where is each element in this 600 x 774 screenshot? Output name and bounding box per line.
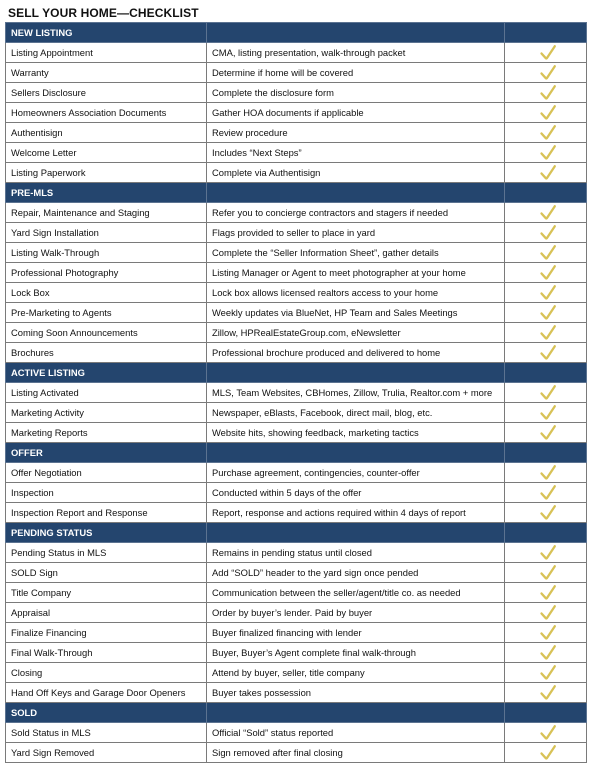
check-mark-icon <box>539 44 557 61</box>
check-mark-icon <box>539 104 557 121</box>
checkbox-cell <box>505 623 587 643</box>
task-name: SOLD Sign <box>6 563 207 583</box>
checklist-row <box>6 583 587 603</box>
check-mark-icon <box>539 484 557 501</box>
check-mark-icon <box>539 224 557 241</box>
section-header-cell <box>207 703 505 723</box>
task-name: Sellers Disclosure <box>6 83 207 103</box>
check-mark-icon <box>539 504 557 521</box>
checkbox-cell <box>505 583 587 603</box>
checklist-row <box>6 743 587 763</box>
checklist-row <box>6 43 587 63</box>
task-description: Professional brochure produced and delivered to home <box>207 343 505 363</box>
section-header-cell <box>505 443 587 463</box>
checklist-row <box>6 263 587 283</box>
checkbox-cell <box>505 323 587 343</box>
checkbox-cell <box>505 143 587 163</box>
section-title: PRE-MLS <box>6 183 207 203</box>
section-header-row <box>6 363 587 383</box>
check-mark-icon <box>539 264 557 281</box>
section-header-cell <box>505 703 587 723</box>
check-mark-icon <box>539 564 557 581</box>
checklist-body <box>6 23 587 763</box>
task-description: Purchase agreement, contingencies, counter-offer <box>207 463 505 483</box>
checklist-row <box>6 323 587 343</box>
checklist-row <box>6 343 587 363</box>
task-description: Gather HOA documents if applicable <box>207 103 505 123</box>
task-description: Flags provided to seller to place in yard <box>207 223 505 243</box>
checklist-row <box>6 563 587 583</box>
checklist-row <box>6 383 587 403</box>
checkbox-cell <box>505 163 587 183</box>
task-name: Listing Paperwork <box>6 163 207 183</box>
checkbox-cell <box>505 223 587 243</box>
checklist-row <box>6 403 587 423</box>
checkbox-cell <box>505 383 587 403</box>
task-description: Official “Sold” status reported <box>207 723 505 743</box>
check-mark-icon <box>539 604 557 621</box>
checkbox-cell <box>505 503 587 523</box>
checkbox-cell <box>505 563 587 583</box>
section-header-row <box>6 523 587 543</box>
checkbox-cell <box>505 603 587 623</box>
checklist-row <box>6 283 587 303</box>
checklist-row <box>6 163 587 183</box>
check-mark-icon <box>539 164 557 181</box>
task-name: Pre-Marketing to Agents <box>6 303 207 323</box>
check-mark-icon <box>539 204 557 221</box>
check-mark-icon <box>539 404 557 421</box>
task-name: Listing Appointment <box>6 43 207 63</box>
check-mark-icon <box>539 64 557 81</box>
task-name: Homeowners Association Documents <box>6 103 207 123</box>
section-header-cell <box>505 183 587 203</box>
task-name: Warranty <box>6 63 207 83</box>
task-description: MLS, Team Websites, CBHomes, Zillow, Trulia, Realtor.com + more <box>207 383 505 403</box>
task-description: Refer you to concierge contractors and stagers if needed <box>207 203 505 223</box>
checklist-row <box>6 543 587 563</box>
checklist-row <box>6 63 587 83</box>
task-description: Conducted within 5 days of the offer <box>207 483 505 503</box>
check-mark-icon <box>539 544 557 561</box>
section-title: NEW LISTING <box>6 23 207 43</box>
checklist-row <box>6 503 587 523</box>
checkbox-cell <box>505 723 587 743</box>
check-mark-icon <box>539 84 557 101</box>
task-description: Buyer finalized financing with lender <box>207 623 505 643</box>
task-name: Listing Walk-Through <box>6 243 207 263</box>
task-description: Complete via Authentisign <box>207 163 505 183</box>
check-mark-icon <box>539 324 557 341</box>
task-name: Professional Photography <box>6 263 207 283</box>
task-description: Add “SOLD” header to the yard sign once pended <box>207 563 505 583</box>
check-mark-icon <box>539 244 557 261</box>
section-title: SOLD <box>6 703 207 723</box>
task-name: Listing Activated <box>6 383 207 403</box>
check-mark-icon <box>539 384 557 401</box>
task-description: Weekly updates via BlueNet, HP Team and Sales Meetings <box>207 303 505 323</box>
task-description: Website hits, showing feedback, marketing tactics <box>207 423 505 443</box>
section-header-row <box>6 23 587 43</box>
checkbox-cell <box>505 103 587 123</box>
task-name: Marketing Reports <box>6 423 207 443</box>
section-header-cell <box>505 523 587 543</box>
task-name: Inspection Report and Response <box>6 503 207 523</box>
task-description: Complete the disclosure form <box>207 83 505 103</box>
checklist-row <box>6 603 587 623</box>
checkbox-cell <box>505 123 587 143</box>
checkbox-cell <box>505 243 587 263</box>
checkbox-cell <box>505 263 587 283</box>
task-description: Listing Manager or Agent to meet photographer at your home <box>207 263 505 283</box>
task-name: Title Company <box>6 583 207 603</box>
task-name: Pending Status in MLS <box>6 543 207 563</box>
task-name: Marketing Activity <box>6 403 207 423</box>
checkbox-cell <box>505 63 587 83</box>
checklist-row <box>6 103 587 123</box>
checklist-row <box>6 203 587 223</box>
checklist-row <box>6 663 587 683</box>
check-mark-icon <box>539 344 557 361</box>
checkbox-cell <box>505 203 587 223</box>
task-name: Yard Sign Installation <box>6 223 207 243</box>
checkbox-cell <box>505 543 587 563</box>
task-description: Attend by buyer, seller, title company <box>207 663 505 683</box>
task-name: Hand Off Keys and Garage Door Openers <box>6 683 207 703</box>
document-title: SELL YOUR HOME—CHECKLIST <box>8 6 199 20</box>
task-description: Lock box allows licensed realtors access to your home <box>207 283 505 303</box>
checklist-row <box>6 623 587 643</box>
check-mark-icon <box>539 284 557 301</box>
task-name: Coming Soon Announcements <box>6 323 207 343</box>
check-mark-icon <box>539 124 557 141</box>
checklist-row <box>6 463 587 483</box>
check-mark-icon <box>539 724 557 741</box>
checkbox-cell <box>505 403 587 423</box>
checklist-row <box>6 243 587 263</box>
check-mark-icon <box>539 644 557 661</box>
section-header-row <box>6 703 587 723</box>
check-mark-icon <box>539 664 557 681</box>
check-mark-icon <box>539 464 557 481</box>
checkbox-cell <box>505 483 587 503</box>
task-description: Remains in pending status until closed <box>207 543 505 563</box>
section-title: OFFER <box>6 443 207 463</box>
task-description: Buyer takes possession <box>207 683 505 703</box>
check-mark-icon <box>539 144 557 161</box>
checklist-table <box>5 22 587 763</box>
task-name: Authentisign <box>6 123 207 143</box>
checklist-row <box>6 483 587 503</box>
checklist-row <box>6 723 587 743</box>
section-header-cell <box>207 443 505 463</box>
checklist-row <box>6 123 587 143</box>
task-description: Order by buyer’s lender. Paid by buyer <box>207 603 505 623</box>
task-name: Lock Box <box>6 283 207 303</box>
checkbox-cell <box>505 303 587 323</box>
checkbox-cell <box>505 343 587 363</box>
checkbox-cell <box>505 283 587 303</box>
task-name: Offer Negotiation <box>6 463 207 483</box>
check-mark-icon <box>539 624 557 641</box>
check-mark-icon <box>539 424 557 441</box>
task-description: Report, response and actions required within 4 days of report <box>207 503 505 523</box>
section-header-cell <box>505 23 587 43</box>
task-name: Appraisal <box>6 603 207 623</box>
task-description: Review procedure <box>207 123 505 143</box>
checklist-row <box>6 143 587 163</box>
checkbox-cell <box>505 743 587 763</box>
checklist-row <box>6 303 587 323</box>
check-mark-icon <box>539 684 557 701</box>
checkbox-cell <box>505 423 587 443</box>
check-mark-icon <box>539 304 557 321</box>
checklist-row <box>6 423 587 443</box>
task-name: Closing <box>6 663 207 683</box>
checkbox-cell <box>505 683 587 703</box>
section-header-row <box>6 183 587 203</box>
task-name: Yard Sign Removed <box>6 743 207 763</box>
checkbox-cell <box>505 43 587 63</box>
check-mark-icon <box>539 744 557 761</box>
task-description: Determine if home will be covered <box>207 63 505 83</box>
task-description: Newspaper, eBlasts, Facebook, direct mail, blog, etc. <box>207 403 505 423</box>
task-description: Complete the “Seller Information Sheet”, gather details <box>207 243 505 263</box>
section-header-cell <box>207 183 505 203</box>
checkbox-cell <box>505 643 587 663</box>
section-header-row <box>6 443 587 463</box>
checkbox-cell <box>505 663 587 683</box>
task-description: Includes “Next Steps” <box>207 143 505 163</box>
checklist-row <box>6 83 587 103</box>
task-description: CMA, listing presentation, walk-through packet <box>207 43 505 63</box>
task-name: Repair, Maintenance and Staging <box>6 203 207 223</box>
task-name: Inspection <box>6 483 207 503</box>
section-title: ACTIVE LISTING <box>6 363 207 383</box>
checklist-row <box>6 223 587 243</box>
task-description: Sign removed after final closing <box>207 743 505 763</box>
section-header-cell <box>207 23 505 43</box>
task-name: Finalize Financing <box>6 623 207 643</box>
checkbox-cell <box>505 83 587 103</box>
section-title: PENDING STATUS <box>6 523 207 543</box>
task-name: Welcome Letter <box>6 143 207 163</box>
task-description: Zillow, HPRealEstateGroup.com, eNewsletter <box>207 323 505 343</box>
checkbox-cell <box>505 463 587 483</box>
check-mark-icon <box>539 584 557 601</box>
task-description: Communication between the seller/agent/title co. as needed <box>207 583 505 603</box>
checklist-row <box>6 683 587 703</box>
section-header-cell <box>207 363 505 383</box>
section-header-cell <box>207 523 505 543</box>
task-name: Brochures <box>6 343 207 363</box>
checklist-row <box>6 643 587 663</box>
task-description: Buyer, Buyer’s Agent complete final walk-through <box>207 643 505 663</box>
section-header-cell <box>505 363 587 383</box>
task-name: Sold Status in MLS <box>6 723 207 743</box>
task-name: Final Walk-Through <box>6 643 207 663</box>
